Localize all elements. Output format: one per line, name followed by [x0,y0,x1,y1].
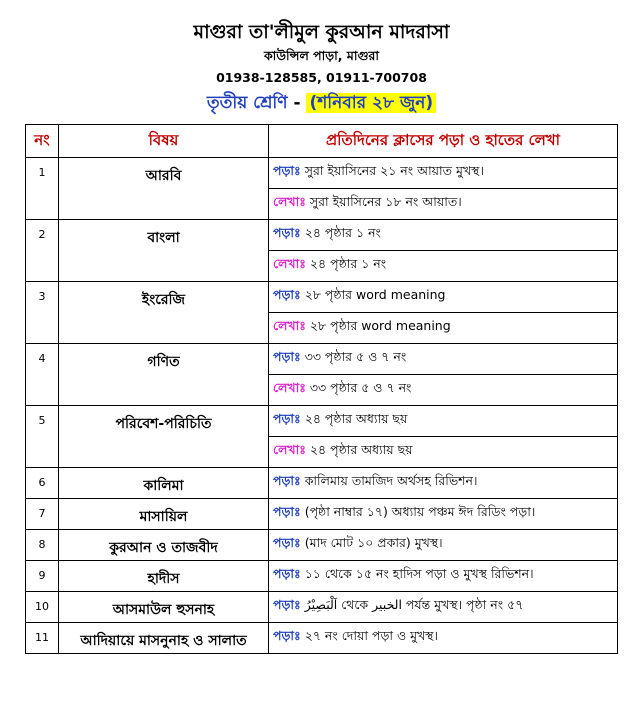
writing-label: লেখাঃ [273,318,306,333]
table-body [26,158,618,654]
writing-text: ৩৩ পৃষ্ঠার ৫ ও ৭ নং [309,380,412,395]
row-number: 11 [26,623,59,654]
row-number: 8 [26,530,59,561]
madrasa-phones: 01938-128585, 01911-700708 [216,70,427,85]
writing-text: ২৮ পৃষ্ঠার word meaning [309,318,451,333]
reading-label: পড়াঃ [273,163,301,178]
writing-text: ২৪ পৃষ্ঠার ১ নং [309,256,387,271]
writing-task [269,375,618,406]
madrasa-title: মাগুরা তা'লীমুল কুরআন মাদরাসা [193,21,450,43]
table-row [26,158,618,189]
reading-label: পড়াঃ [273,628,301,643]
reading-task [269,592,618,623]
reading-text: ২৮ পৃষ্ঠার word meaning [304,287,446,302]
subject-name: হাদীস [59,561,269,592]
reading-label: পড়াঃ [273,566,301,581]
table-header-row [26,125,618,158]
header-subject: বিষয় [59,125,269,158]
writing-task [269,437,618,468]
subject-name: ইংরেজি [59,282,269,344]
row-number: 1 [26,158,59,220]
subject-name: আরবি [59,158,269,220]
reading-task [269,530,618,561]
row-number: 3 [26,282,59,344]
routine-table [25,124,618,654]
reading-text: ২৭ নং দোয়া পড়া ও মুখস্থ। [304,628,439,643]
reading-label: পড়াঃ [273,411,301,426]
class-separator: - [287,93,307,113]
table-row [26,561,618,592]
row-number: 7 [26,499,59,530]
table-row [26,623,618,654]
table-row [26,468,618,499]
writing-task [269,313,618,344]
reading-task [269,499,618,530]
reading-label: পড়াঃ [273,225,301,240]
reading-label: পড়াঃ [273,473,301,488]
subject-name: আসমাউল হুসনাহ [59,592,269,623]
reading-text: ১১ থেকে ১৫ নং হাদিস পড়া ও মুখস্থ রিভিশন। [304,566,534,581]
reading-text: সুরা ইয়াসিনের ২১ নং আয়াত মুখস্থ। [304,163,484,178]
table-row [26,220,618,251]
reading-task [269,344,618,375]
subject-name: পরিবেশ-পরিচিতি [59,406,269,468]
table-row [26,282,618,313]
reading-label: পড়াঃ [273,349,301,364]
class-name: তৃতীয় শ্রেণি [206,93,288,113]
row-number: 4 [26,344,59,406]
row-number: 6 [26,468,59,499]
reading-text: (পৃষ্ঠা নাম্বার ১৭) অধ্যায় পঞ্চম ঈদ রিডিং পড়া। [304,504,536,519]
day-date-highlight: (শনিবার ২৮ জুন) [306,93,436,113]
madrasa-address: কাউন্সিল পাড়া, মাগুরা [263,48,380,63]
header-task: প্রতিদিনের ক্লাসের পড়া ও হাতের লেখা [269,125,618,158]
subject-name: মাসায়িল [59,499,269,530]
writing-task [269,189,618,220]
reading-text: (মাদ মোট ১০ প্রকার) মুখস্থ। [304,535,443,550]
writing-text: সুরা ইয়াসিনের ১৮ নং আয়াত। [309,194,462,209]
table-row [26,406,618,437]
reading-task [269,282,618,313]
writing-label: লেখাঃ [273,256,306,271]
reading-task [269,468,618,499]
reading-task [269,158,618,189]
reading-task [269,623,618,654]
writing-label: লেখাঃ [273,380,306,395]
subject-name: গণিত [59,344,269,406]
subject-name: কুরআন ও তাজবীদ [59,530,269,561]
row-number: 10 [26,592,59,623]
table-row [26,344,618,375]
reading-task [269,220,618,251]
table-row [26,499,618,530]
class-heading [0,90,643,118]
reading-label: পড়াঃ [273,287,301,302]
writing-label: লেখাঃ [273,442,306,457]
reading-text: اَلْبَصِيْرُ থেকে الخبير পর্যন্ত মুখস্থ। পৃষ্ঠা নং ৫৭ [304,597,524,612]
row-number: 2 [26,220,59,282]
writing-label: লেখাঃ [273,194,306,209]
row-number: 9 [26,561,59,592]
reading-text: ২৪ পৃষ্ঠার ১ নং [304,225,381,240]
subject-name: বাংলা [59,220,269,282]
reading-label: পড়াঃ [273,535,301,550]
reading-text: কালিমায় তামজিদ অর্থসহ রিভিশন। [304,473,478,488]
table-row [26,592,618,623]
reading-task [269,406,618,437]
reading-task [269,561,618,592]
reading-text: ৩৩ পৃষ্ঠার ৫ ও ৭ নং [304,349,407,364]
row-number: 5 [26,406,59,468]
subject-name: আদিয়ায়ে মাসনুনাহ ও সালাত [59,623,269,654]
reading-label: পড়াঃ [273,597,301,612]
header-no: নং [26,125,59,158]
writing-task [269,251,618,282]
reading-label: পড়াঃ [273,504,301,519]
subject-name: কালিমা [59,468,269,499]
table-row [26,530,618,561]
reading-text: ২৪ পৃষ্ঠার অধ্যায় ছয় [304,411,408,426]
writing-text: ২৪ পৃষ্ঠার অধ্যায় ছয় [309,442,413,457]
